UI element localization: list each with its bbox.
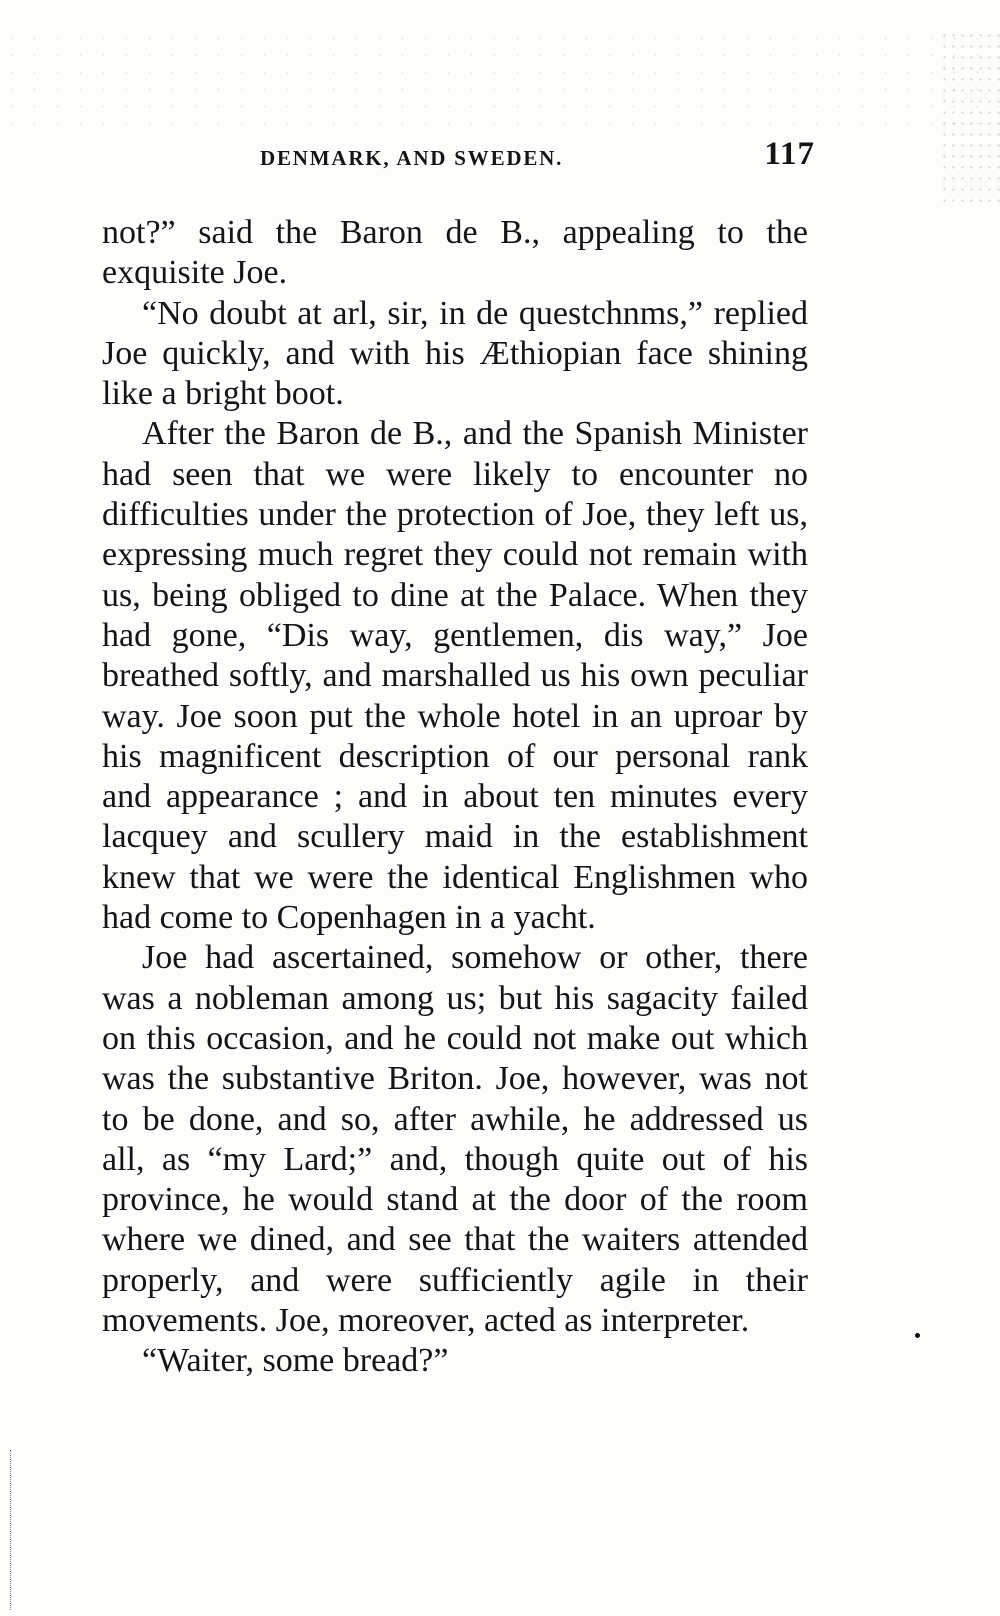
ink-spot: [915, 1333, 920, 1338]
paragraph: After the Baron de B., and the Spanish Minister had seen that we were likely to encounter no difficulties under the protection of Joe, they left us, expressing much regret they could not remain with us, being obliged to dine at the Palace. When they had gone, “Dis way, gentlemen, dis way,” Joe breathed softly, and marshalled us his own peculiar way. Joe soon put the whole hotel in an uproar by his magnificent description of our personal rank and appearance ; and in about ten minutes every lacquey and scullery maid in the establishment knew that we were the identical Englishmen who had come to Copenhagen in a yacht.: [102, 415, 808, 937]
scan-speckle: [0, 30, 1000, 140]
paragraph: “Waiter, some bread?”: [142, 1342, 449, 1380]
paragraph: “No doubt at arl, sir, in de questchnms,” replied Joe quickly, and with his Æthiopian face shining like a bright boot.: [102, 294, 808, 413]
running-title: DENMARK, AND SWEDEN.: [260, 146, 564, 170]
page-number: 117: [764, 136, 815, 172]
paragraph: Joe had ascertained, somehow or other, there was a nobleman among us; but his sagacity failed on this occasion, and he could not make out which was the substantive Briton. Joe, however, was not to be done, and so, after awhile, he addressed us all, as “my Lard;” and, though quite out of his province, he would stand at the door of the room where we dined, and see that the waiters attended properly, and were sufficiently agile in their movements. Joe, moreover, acted as interpreter.: [102, 939, 808, 1340]
gutter-edge: [10, 1450, 12, 1610]
body-text: [102, 213, 808, 1382]
paragraph: not?” said the Baron de B., appealing to the exquisite Joe.: [102, 214, 808, 292]
running-head: [100, 136, 815, 180]
scan-speckle-margin: [940, 30, 1000, 210]
